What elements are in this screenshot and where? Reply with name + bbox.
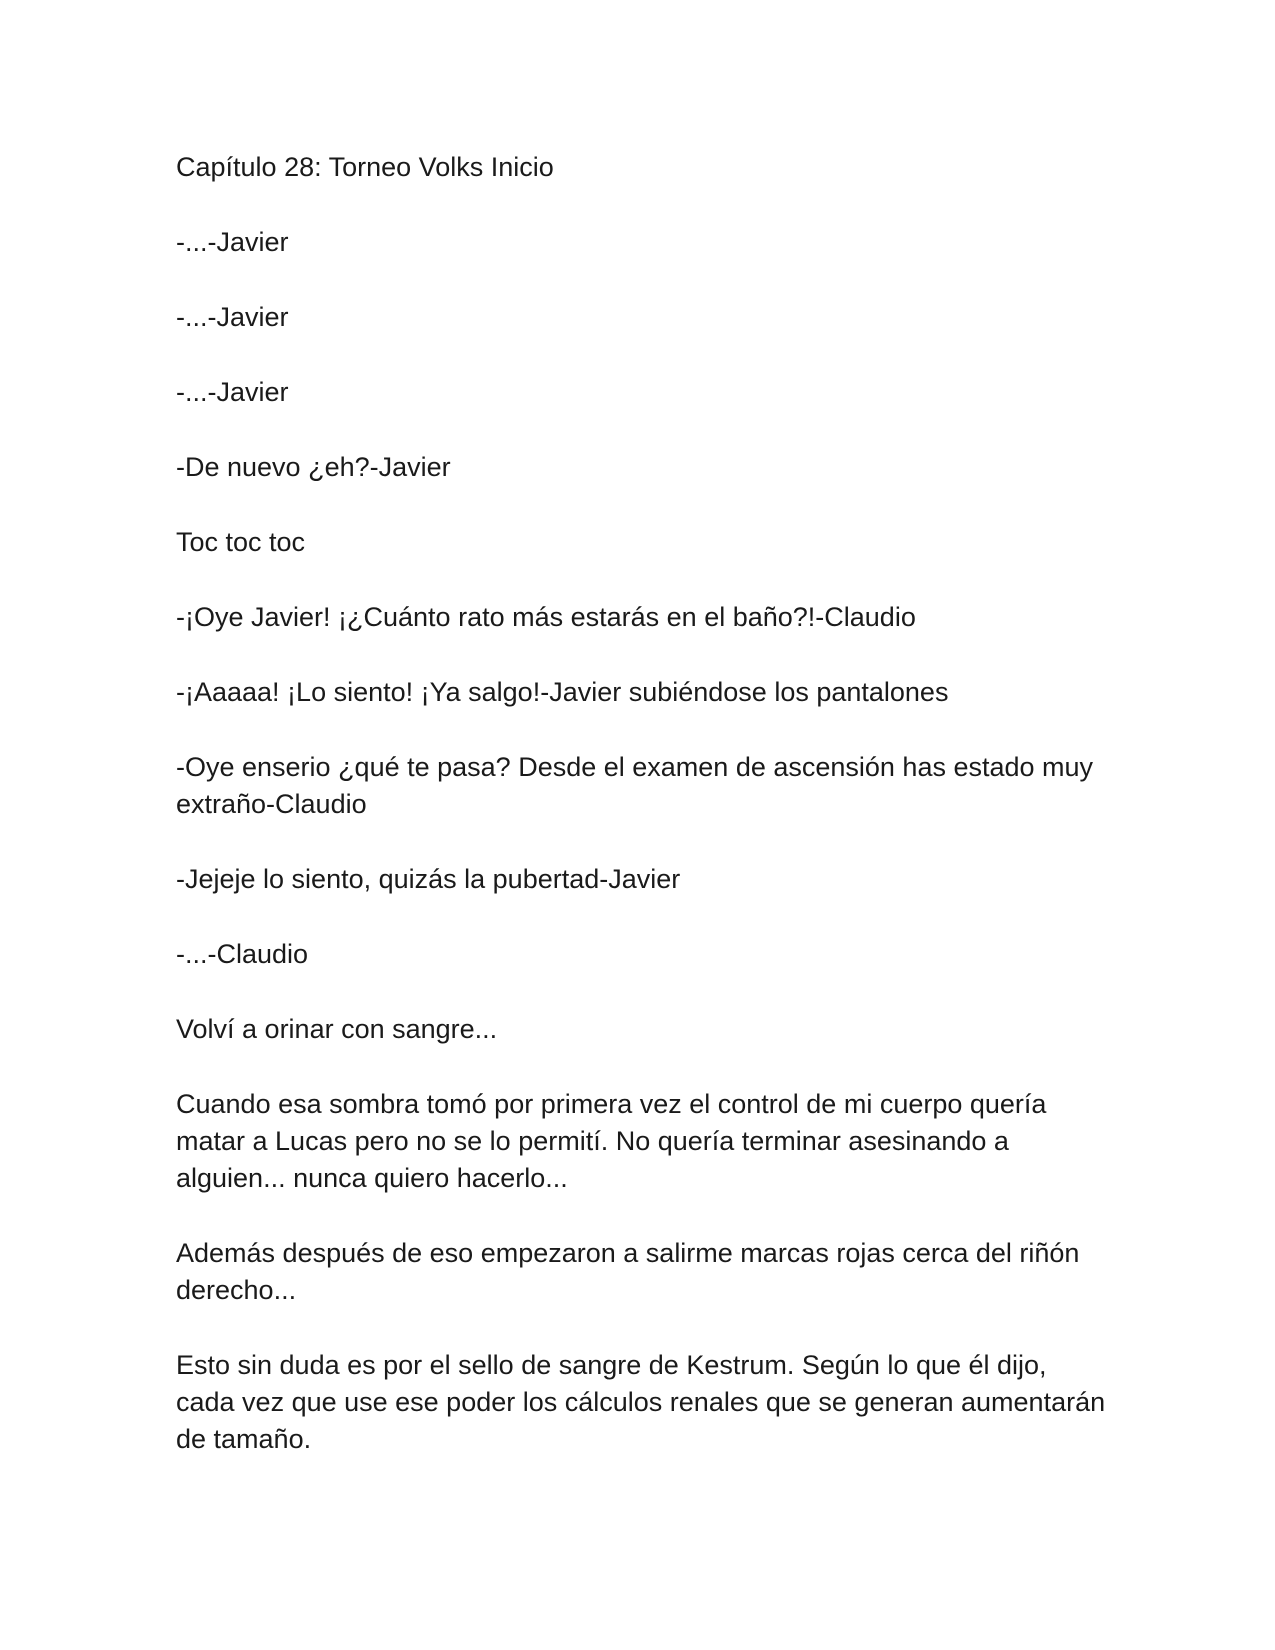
paragraph: -...-Javier bbox=[176, 227, 289, 257]
paragraph: -...-Javier bbox=[176, 377, 289, 407]
paragraph: -De nuevo ¿eh?-Javier bbox=[176, 452, 451, 482]
paragraph: -Jejeje lo siento, quizás la pubertad-Javier bbox=[176, 864, 681, 894]
paragraph: -...-Javier bbox=[176, 302, 289, 332]
paragraph: Toc toc toc bbox=[176, 527, 306, 557]
paragraph: Volví a orinar con sangre... bbox=[176, 1014, 498, 1044]
paragraph: Esto sin duda es por el sello de sangre de Kestrum. Según lo que él dijo, cada vez que use ese poder los cálculos renales que se generan aumentarán de tamaño. bbox=[176, 1350, 1106, 1454]
paragraph: Cuando esa sombra tomó por primera vez el control de mi cuerpo quería matar a Lucas pero no se lo permití. No quería terminar asesinando a alguien... nunca quiero hacerlo... bbox=[176, 1089, 1047, 1193]
document-body bbox=[176, 149, 1106, 1496]
chapter-title: Capítulo 28: Torneo Volks Inicio bbox=[176, 152, 554, 182]
paragraph: -Oye enserio ¿qué te pasa? Desde el examen de ascensión has estado muy extraño-Claudio bbox=[176, 752, 1094, 819]
paragraph: Además después de eso empezaron a salirme marcas rojas cerca del riñón derecho... bbox=[176, 1238, 1080, 1305]
paragraph: -¡Oye Javier! ¡¿Cuánto rato más estarás en el baño?!-Claudio bbox=[176, 602, 916, 632]
paragraph: -...-Claudio bbox=[176, 939, 309, 969]
paragraph: -¡Aaaaa! ¡Lo siento! ¡Ya salgo!-Javier subiéndose los pantalones bbox=[176, 677, 949, 707]
